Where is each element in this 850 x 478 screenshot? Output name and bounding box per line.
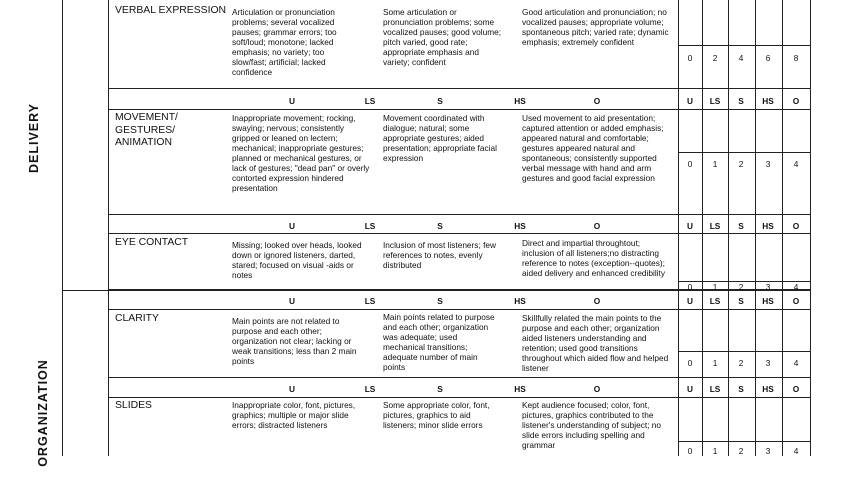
score-value: 1 xyxy=(712,446,718,456)
rating-label-s: S xyxy=(738,221,744,231)
rating-label-s: S xyxy=(437,384,443,394)
rating-label-o: O xyxy=(792,384,800,394)
rating-label-u: U xyxy=(687,221,693,231)
desc-slides-mid: Some appropriate color, font, pictures, graphics to aid listeners; minor slide errors xyxy=(383,400,490,430)
rating-label-o: O xyxy=(593,296,601,306)
score-value: 3 xyxy=(765,358,771,368)
score-value: 8 xyxy=(793,53,799,63)
rating-label-hs: HS xyxy=(762,296,774,306)
score-value: 2 xyxy=(738,282,744,292)
score-value: 0 xyxy=(687,159,693,169)
rating-label-ls: LS xyxy=(364,96,376,106)
rating-label-u: U xyxy=(687,296,693,306)
rating-label-u: U xyxy=(687,384,693,394)
desc-eye-low: Missing; looked over heads, looked down or ignored listeners, darted, stared; focused on visual -aids or notes xyxy=(232,240,362,280)
score-value: 0 xyxy=(687,282,693,292)
rating-label-u: U xyxy=(289,384,295,394)
desc-clarity-low: Main points are not related to purpose and each other; organization not clear; lacking or weak transitions; less than 2 main points xyxy=(232,316,357,366)
score-value: 2 xyxy=(738,446,744,456)
criterion-eye-contact: EYE CONTACT xyxy=(115,237,189,248)
desc-movement-mid: Movement coordinated with dialogue; natural; some appropriate gestures; aided presentation; appropriate facial expression xyxy=(383,113,497,163)
criterion-clarity: CLARITY xyxy=(115,313,159,324)
section-label-delivery: DELIVERY xyxy=(27,102,41,174)
rating-label-s: S xyxy=(437,221,443,231)
score-value: 4 xyxy=(793,282,799,292)
desc-verbal-low: Articulation or pronunciation problems; several vocalized pauses; grammar errors; too soft/loud; monotone; lacked emphasis; no variety; too slow/fast; artificial; lacked confidence xyxy=(232,7,337,77)
desc-eye-mid: Inclusion of most listeners; few references to notes, evenly distributed xyxy=(383,240,496,270)
score-value: 1 xyxy=(712,159,718,169)
rating-label-ls: LS xyxy=(709,221,721,231)
rating-label-o: O xyxy=(792,221,800,231)
desc-clarity-mid: Main points related to purpose and each other; organization was adequate; used mechanical transitions; adequate number of main points xyxy=(383,312,495,372)
score-value: 4 xyxy=(793,358,799,368)
rating-label-u: U xyxy=(289,296,295,306)
score-value: 0 xyxy=(687,53,693,63)
desc-verbal-high: Good articulation and pronunciation; no vocalized pauses; appropriate volume; spontaneous pitch; varied rate; dynamic emphasis; extremely confident xyxy=(522,7,669,47)
desc-clarity-high: Skillfully related the main points to the purpose and each other; organization aided listeners understanding and retention; used good transitions throughout which aided flow and helped listener xyxy=(522,313,669,373)
score-value: 2 xyxy=(738,358,744,368)
rating-label-u: U xyxy=(687,96,693,106)
rating-label-o: O xyxy=(593,384,601,394)
score-value: 3 xyxy=(765,159,771,169)
rating-label-ls: LS xyxy=(364,296,376,306)
rating-label-hs: HS xyxy=(514,384,526,394)
section-label-organization: ORGANIZATION xyxy=(36,359,50,467)
desc-eye-high: Direct and impartial throughtout; inclusion of all listeners;no distracting reference to notes (exception--quotes); aided delivery and enhanced credibility xyxy=(522,238,665,278)
rating-label-hs: HS xyxy=(514,221,526,231)
rating-label-hs: HS xyxy=(762,221,774,231)
rating-label-s: S xyxy=(437,296,443,306)
score-value: 2 xyxy=(712,53,718,63)
score-value: 1 xyxy=(712,282,718,292)
rating-label-o: O xyxy=(593,221,601,231)
score-value: 6 xyxy=(765,53,771,63)
rating-label-u: U xyxy=(289,96,295,106)
desc-slides-low: Inappropriate color, font, pictures, graphics; multiple or major slide errors; distracted listeners xyxy=(232,400,356,430)
rating-label-o: O xyxy=(593,96,601,106)
score-value: 4 xyxy=(793,159,799,169)
rating-label-ls: LS xyxy=(709,384,721,394)
score-value: 1 xyxy=(712,358,718,368)
score-value: 4 xyxy=(738,53,744,63)
desc-movement-high: Used movement to aid presentation; captured attention or added emphasis; appeared natural and comfortable; gestures appeared natural and spontaneous; consistently supported verbal message with hand and arm gestures and good facial expression xyxy=(522,113,664,183)
score-value: 3 xyxy=(765,446,771,456)
rating-label-s: S xyxy=(738,296,744,306)
score-value: 0 xyxy=(687,358,693,368)
rating-label-hs: HS xyxy=(514,296,526,306)
score-value: 0 xyxy=(687,446,693,456)
criterion-slides: SLIDES xyxy=(115,400,152,411)
rating-label-ls: LS xyxy=(364,221,376,231)
rating-label-o: O xyxy=(792,96,800,106)
score-value: 2 xyxy=(738,159,744,169)
desc-verbal-mid: Some articulation or pronunciation problems; some vocalized pauses; good volume; pitch varied, good rate; appropriate emphasis and variety; confident xyxy=(383,7,502,67)
rating-label-ls: LS xyxy=(364,384,376,394)
desc-movement-low: Inappropriate movement; rocking, swaying; nervous; consistently gripped or leaned on lectern; mechanical; inappropriate gestures; planned or mechanical gestures, or lack of gestures; "dead pan" or overly contorted expression hindered presentation xyxy=(232,113,370,193)
criterion-verbal-expression: VERBAL EXPRESSION xyxy=(115,5,227,16)
rating-label-s: S xyxy=(738,96,744,106)
rating-label-hs: HS xyxy=(762,384,774,394)
rating-label-u: U xyxy=(289,221,295,231)
criterion-movement: MOVEMENT/ GESTURES/ ANIMATION xyxy=(115,112,178,148)
desc-slides-high: Kept audience focused; color, font, pictures, graphics contributed to the listener's understanding of subject; no slide errors including spelling and grammar xyxy=(522,400,662,450)
rating-label-o: O xyxy=(792,296,800,306)
rating-label-ls: LS xyxy=(709,96,721,106)
rating-label-ls: LS xyxy=(709,296,721,306)
rating-label-hs: HS xyxy=(514,96,526,106)
score-value: 3 xyxy=(765,282,771,292)
rating-label-s: S xyxy=(738,384,744,394)
rating-label-s: S xyxy=(437,96,443,106)
rating-label-hs: HS xyxy=(762,96,774,106)
score-value: 4 xyxy=(793,446,799,456)
